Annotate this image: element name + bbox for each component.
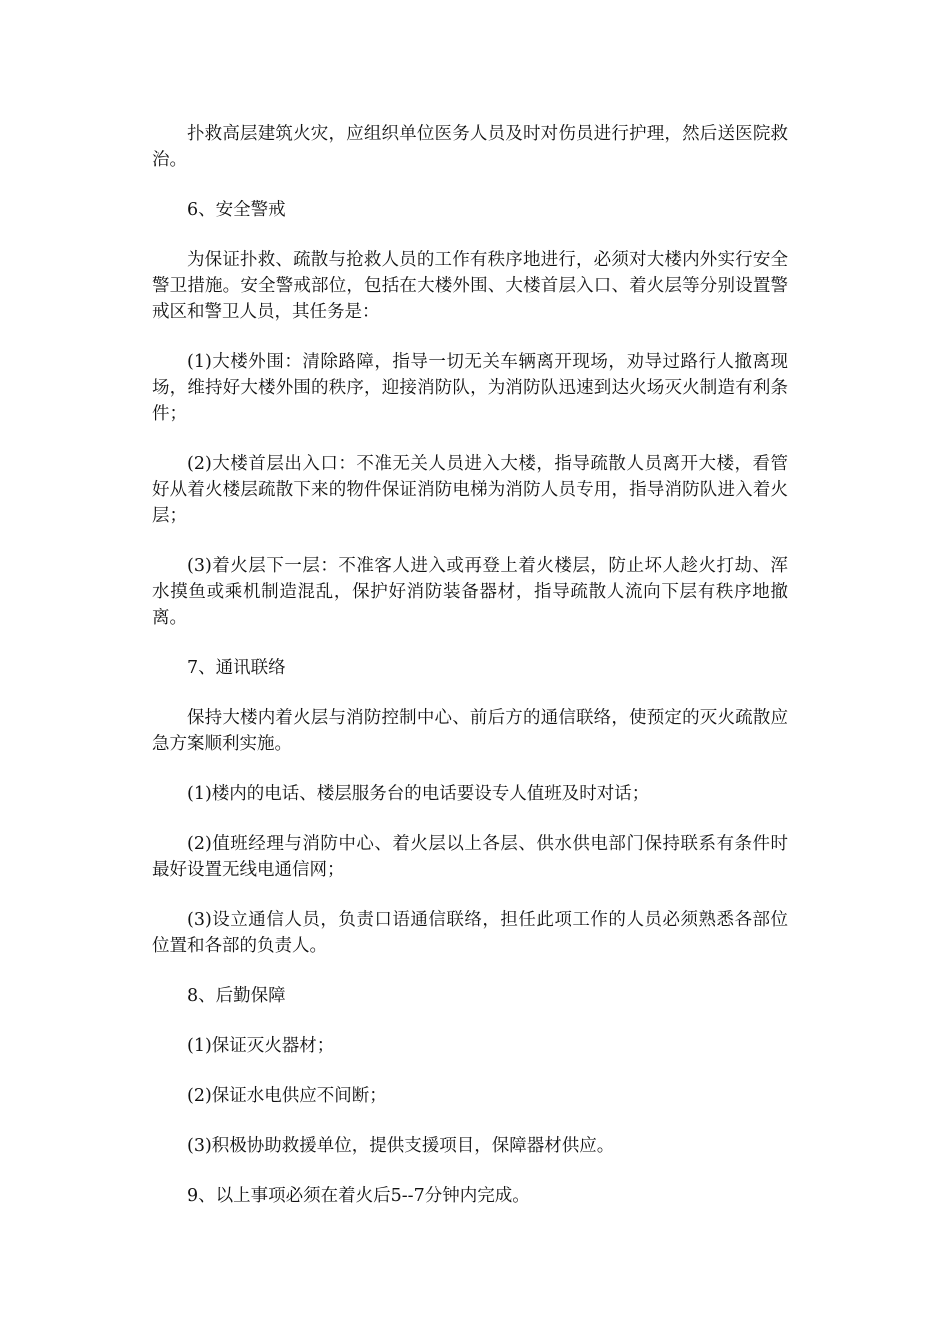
paragraph-security-intro: 为保证扑救、疏散与抢救人员的工作有秩序地进行，必须对大楼内外实行安全警卫措施。安全警戒部位，包括在大楼外围、大楼首层入口、着火层等分别设置警戒区和警卫人员，其任务是： — [152, 250, 788, 322]
paragraph-building-perimeter: (1)大楼外围：清除路障，指导一切无关车辆离开现场，劝导过路行人撤离现场，维持好大楼外围的秩序，迎接消防队，为消防队迅速到达火场灭火制造有利条件； — [152, 352, 788, 424]
paragraph-communication-staff: (3)设立通信人员，负责口语通信联络，担任此项工作的人员必须熟悉各部位位置和各部的负责人。 — [152, 910, 788, 956]
heading-security-cordon: 6、安全警戒 — [187, 200, 286, 220]
paragraph-water-power-supply: (2)保证水电供应不间断； — [187, 1086, 387, 1106]
paragraph-phone-duty: (1)楼内的电话、楼层服务台的电话要设专人值班及时对话； — [187, 784, 650, 804]
paragraph-extinguishing-equipment: (1)保证灭火器材； — [187, 1036, 335, 1056]
paragraph-duty-manager: (2)值班经理与消防中心、着火层以上各层、供水供电部门保持联系有条件时最好设置无线电通信网； — [152, 834, 788, 880]
heading-logistics: 8、后勤保障 — [187, 986, 286, 1006]
paragraph-assist-rescue: (3)积极协助救援单位，提供支援项目，保障器材供应。 — [187, 1136, 615, 1156]
paragraph-communications-intro: 保持大楼内着火层与消防控制中心、前后方的通信联络，使预定的灭火疏散应急方案顺利实施。 — [152, 708, 788, 754]
document-body — [152, 121, 788, 1233]
paragraph-ground-floor-entrance: (2)大楼首层出入口：不准无关人员进入大楼，指导疏散人员离开大楼，看管好从着火楼层疏散下来的物件保证消防电梯为消防人员专用，指导消防队进入着火层； — [152, 454, 788, 526]
paragraph-medical-rescue: 扑救高层建筑火灾，应组织单位医务人员及时对伤员进行护理，然后送医院救治。 — [152, 124, 788, 170]
paragraph-floor-below-fire: (3)着火层下一层：不准客人进入或再登上着火楼层，防止坏人趁火打劫、浑水摸鱼或乘机制造混乱，保护好消防装备器材，指导疏散人流向下层有秩序地撤离。 — [152, 556, 788, 628]
heading-communications: 7、通讯联络 — [187, 658, 286, 678]
paragraph-time-requirement: 9、以上事项必须在着火后5--7分钟内完成。 — [187, 1186, 530, 1206]
